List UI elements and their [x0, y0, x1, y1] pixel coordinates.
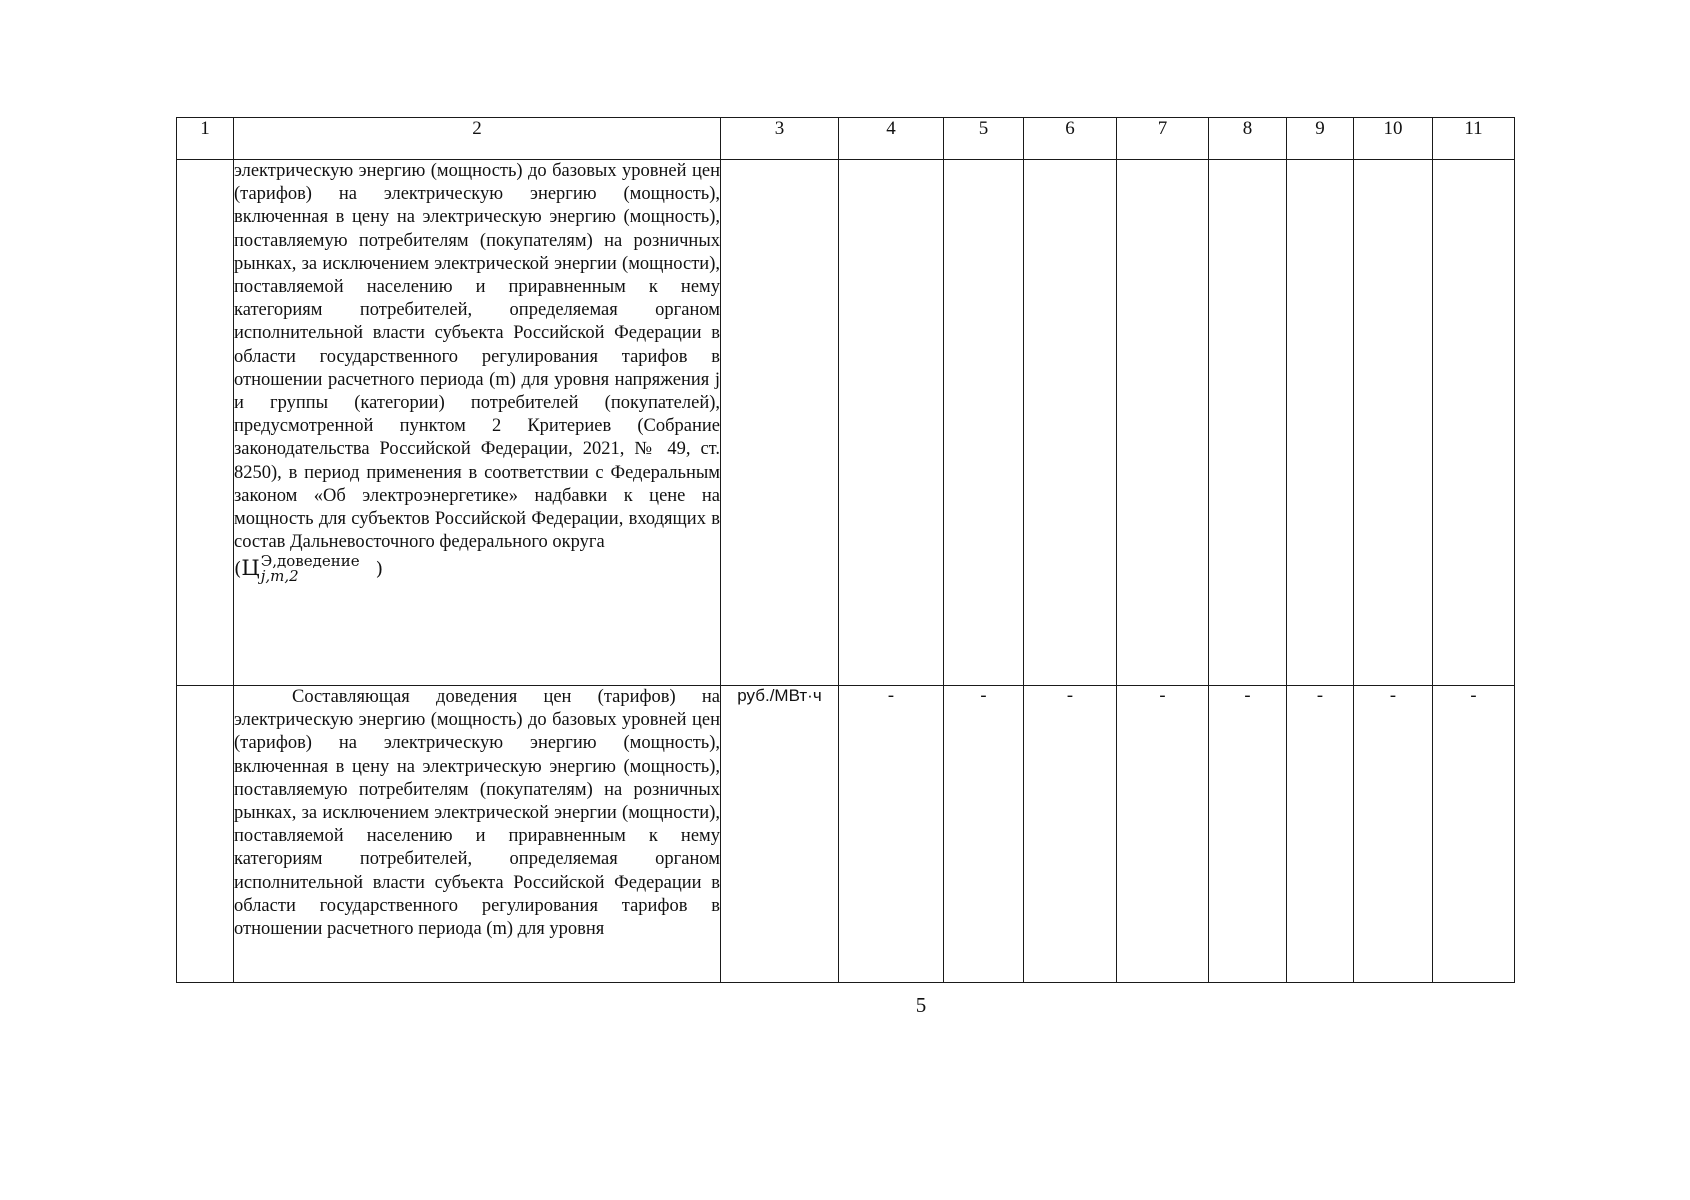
- value-cell: [839, 160, 944, 686]
- row-description-text: электрическую энергию (мощность) до базовых уровней цен (тарифов) на электрическую энергию (мощность), включенная в цену на электрическую энергию (мощность), поставляемую потребителям (покупателям) на розничных рынках, за исключением электрической энергии (мощности), поставляемой населению и приравненным к нему категориям потребителей, определяемая органом исполнительной власти субъекта Российской Федерации в области государственного регулирования тарифов в отношении расчетного периода (m) для уровня напряжения j и группы (категории) потребителей (покупателей), предусмотренной пунктом 2 Критериев (Собрание законодательства Российской Федерации, 2021, № 49, ст. 8250), в период применения в соответствии с Федеральным законом «Об электроэнергетике» надбавки к цене на мощность для субъектов Российской Федерации, входящих в состав Дальневосточного федерального округа: [234, 161, 720, 553]
- column-number: 3: [721, 118, 839, 160]
- row-index-cell: [177, 160, 234, 686]
- value-cell: -: [1354, 686, 1433, 983]
- column-number-row: [177, 118, 1515, 160]
- table-row: [177, 686, 1515, 983]
- column-number: 9: [1287, 118, 1354, 160]
- value-cell: [1287, 160, 1354, 686]
- value-cell: -: [1117, 686, 1209, 983]
- value-cell: -: [1433, 686, 1515, 983]
- formula-close-paren: ): [375, 558, 383, 581]
- formula-symbol: Ц: [241, 556, 260, 581]
- value-cell: [1354, 160, 1433, 686]
- value-cell: -: [944, 686, 1024, 983]
- column-number: 6: [1024, 118, 1117, 160]
- column-number: 1: [177, 118, 234, 160]
- row-description-text: Составляющая доведения цен (тарифов) на электрическую энергию (мощность) до базовых уровней цен (тарифов) на электрическую энергию (мощность), включенная в цену на электрическую энергию (мощность), поставляемую потребителям (покупателям) на розничных рынках, за исключением электрической энергии (мощности), поставляемой населению и приравненным к нему категориям потребителей, определяемая органом исполнительной власти субъекта Российской Федерации в области государственного регулирования тарифов в отношении расчетного периода (m) для уровня: [234, 687, 720, 940]
- tariff-table: [176, 117, 1515, 983]
- formula-superscript: Э,доведение: [260, 552, 360, 571]
- column-number: 11: [1433, 118, 1515, 160]
- column-number: 8: [1209, 118, 1287, 160]
- value-cell: [1024, 160, 1117, 686]
- value-cell: -: [1209, 686, 1287, 983]
- value-cell: [1209, 160, 1287, 686]
- formula-designation: [234, 554, 720, 584]
- row-index-cell: [177, 686, 234, 983]
- page-number: 5: [915, 993, 927, 1017]
- value-cell: [1433, 160, 1515, 686]
- unit-cell: руб./МВт·ч: [721, 686, 839, 983]
- row-description-cell: [234, 686, 721, 983]
- column-number: 7: [1117, 118, 1209, 160]
- value-cell: [944, 160, 1024, 686]
- column-number: 10: [1354, 118, 1433, 160]
- value-cell: -: [839, 686, 944, 983]
- column-number: 5: [944, 118, 1024, 160]
- table-row: [177, 160, 1515, 686]
- formula-open-paren: (: [234, 558, 242, 581]
- value-cell: [1117, 160, 1209, 686]
- row-description-cell: [234, 160, 721, 686]
- column-number: 2: [234, 118, 721, 160]
- column-number: 4: [839, 118, 944, 160]
- value-cell: -: [1024, 686, 1117, 983]
- value-cell: -: [1287, 686, 1354, 983]
- formula-subscript: j,m,2: [260, 567, 299, 586]
- unit-cell: [721, 160, 839, 686]
